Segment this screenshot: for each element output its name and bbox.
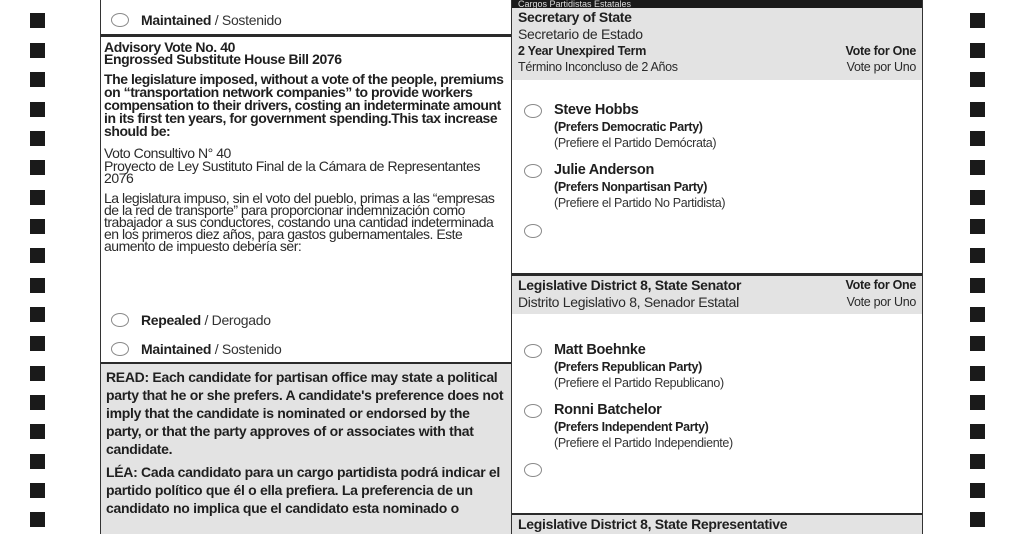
race-title-es: Secretario de Estado [518, 26, 643, 42]
race-header-state-representative [512, 515, 922, 534]
vote-por-uno: Vote por Uno [846, 60, 916, 74]
vote-oval[interactable] [524, 404, 542, 418]
option-separator: / [211, 12, 222, 28]
candidate-name: Julie Anderson [554, 162, 655, 178]
timing-mark [30, 483, 45, 498]
timing-mark [970, 102, 985, 117]
timing-mark [30, 366, 45, 381]
write-in-secretary-of-state[interactable] [524, 224, 542, 243]
section-divider [101, 34, 511, 37]
timing-mark [30, 43, 45, 58]
notice-en: READ: Each candidate for partisan office may state a political party that he or she prefers. A candidate's preference does not imply that the candidate is nominated or endorsed by the party, or that the party approves of or associates with that candidate. [106, 369, 504, 457]
option-label-en: Maintained [141, 12, 212, 28]
notice-es: LÉA: Cada candidato para un cargo partidista podrá indicar el partido político que él o ella prefiera. La preferencia de un candidato no implica que el candidato esta nominado o [106, 464, 501, 516]
race-title: Secretary of State [518, 9, 632, 25]
timing-mark [970, 131, 985, 146]
timing-mark [30, 190, 45, 205]
right-ballot-column [511, 0, 923, 534]
candidate-party: (Prefers Republican Party) [554, 360, 702, 374]
timing-mark [970, 483, 985, 498]
vote-oval[interactable] [111, 13, 129, 27]
timing-mark [970, 336, 985, 351]
measure-bill: Engrossed Substitute House Bill 2076 [104, 51, 342, 67]
candidate-name: Steve Hobbs [554, 102, 639, 118]
timing-mark [970, 72, 985, 87]
option-label-en: Repealed [141, 312, 201, 328]
timing-mark [970, 366, 985, 381]
option-label-es: Sostenido [221, 12, 282, 28]
vote-oval[interactable] [524, 164, 542, 178]
timing-mark [30, 424, 45, 439]
timing-mark [30, 336, 45, 351]
timing-mark [970, 278, 985, 293]
timing-mark [970, 424, 985, 439]
candidate-party: (Prefers Nonpartisan Party) [554, 180, 708, 194]
measure-question-es: La legislatura impuso, sin el voto del pueblo, primas a las “empresas de la red de transporte” para proporcionar indemnización como trabajador a sus conductores, costando una cantidad indeterminada en los primeros diez años, para gastos gubernamentales. Este aumento de impuesto debería ser: [104, 190, 495, 254]
write-in-state-senator[interactable] [524, 463, 542, 482]
candidate-party-es: (Prefiere el Partido Demócrata) [554, 136, 717, 150]
candidate-name: Ronni Batchelor [554, 402, 662, 418]
timing-mark [30, 102, 45, 117]
timing-mark [30, 512, 45, 527]
race-header-secretary-of-state [512, 8, 922, 80]
candidate-party-es: (Prefiere el Partido Republicano) [554, 376, 724, 390]
write-in-oval[interactable] [524, 224, 542, 238]
write-in-oval[interactable] [524, 463, 542, 477]
left-ballot-column [100, 0, 511, 534]
candidate-ronni-batchelor[interactable] [524, 401, 733, 451]
timing-mark [970, 454, 985, 469]
timing-mark [970, 219, 985, 234]
option-separator: / [200, 312, 212, 328]
candidate-party: (Prefers Democratic Party) [554, 120, 703, 134]
measure-bill-es: Proyecto de Ley Sustituto Final de la Cámara de Representantes 2076 [104, 158, 480, 186]
race-term: 2 Year Unexpired Term [518, 44, 647, 58]
race-title: Legislative District 8, State Senator [518, 277, 742, 293]
prior-measure-option-maintained[interactable] [111, 10, 281, 30]
section-banner: Cargos Partidistas Estatales [512, 0, 922, 8]
timing-mark [970, 160, 985, 175]
timing-mark [30, 13, 45, 28]
timing-mark [970, 43, 985, 58]
timing-mark [30, 72, 45, 87]
measure-title-es: Voto Consultivo N° 40 [104, 145, 231, 161]
vote-por-uno: Vote por Uno [846, 295, 916, 309]
timing-mark [30, 278, 45, 293]
timing-mark [30, 131, 45, 146]
race-header-state-senator [512, 276, 922, 314]
candidate-party: (Prefers Independent Party) [554, 420, 709, 434]
timing-mark [970, 395, 985, 410]
timing-mark [30, 307, 45, 322]
race-term-es: Término Inconcluso de 2 Años [518, 60, 678, 74]
vote-oval[interactable] [524, 344, 542, 358]
vote-oval[interactable] [111, 342, 129, 356]
timing-mark [30, 160, 45, 175]
party-preference-notice [101, 364, 511, 534]
option-label-es: Sostenido [221, 341, 282, 357]
timing-mark [970, 190, 985, 205]
measure-option-repealed[interactable] [111, 310, 271, 330]
timing-mark [970, 307, 985, 322]
advisory-vote-40 [104, 41, 505, 252]
measure-title: Advisory Vote No. 40 [104, 39, 236, 55]
race-title: Legislative District 8, State Representative [518, 516, 788, 532]
vote-oval[interactable] [111, 313, 129, 327]
timing-mark [970, 512, 985, 527]
vote-for-one: Vote for One [845, 44, 916, 58]
measure-option-maintained[interactable] [111, 339, 281, 359]
timing-mark [30, 219, 45, 234]
candidate-matt-boehnke[interactable] [524, 341, 724, 391]
timing-mark [970, 248, 985, 263]
timing-mark [30, 395, 45, 410]
vote-oval[interactable] [524, 104, 542, 118]
candidate-party-es: (Prefiere el Partido Independiente) [554, 436, 733, 450]
candidate-name: Matt Boehnke [554, 342, 646, 358]
option-label-es: Derogado [211, 312, 271, 328]
timing-mark [970, 13, 985, 28]
candidate-party-es: (Prefiere el Partido No Partidista) [554, 196, 726, 210]
option-separator: / [211, 341, 222, 357]
measure-question-en: The legislature imposed, without a vote of the people, premiums on “transportation network companies” to provide workers compensation to their drivers, costing an indeterminate amount in its first ten years, for government spending.This tax increase should be: [104, 71, 504, 139]
timing-mark [30, 454, 45, 469]
vote-for-one: Vote for One [845, 278, 916, 292]
candidate-julie-anderson[interactable] [524, 161, 725, 211]
option-label-en: Maintained [141, 341, 212, 357]
timing-mark [30, 248, 45, 263]
race-title-es: Distrito Legislativo 8, Senador Estatal [518, 294, 739, 310]
candidate-steve-hobbs[interactable] [524, 101, 716, 151]
